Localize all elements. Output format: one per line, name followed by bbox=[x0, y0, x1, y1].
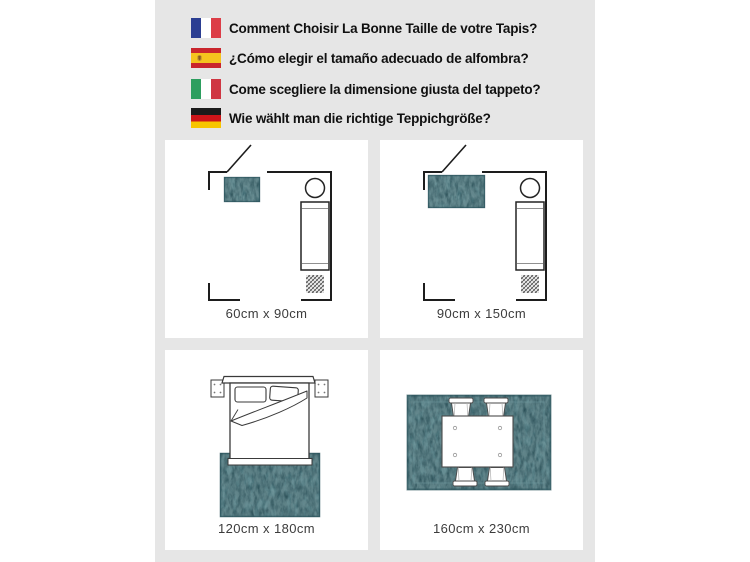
pillow-left bbox=[235, 387, 266, 402]
nightstand-right bbox=[315, 380, 328, 397]
rug-size-label: 60cm x 90cm bbox=[225, 306, 308, 321]
france-flag-icon bbox=[191, 18, 221, 38]
door-icon bbox=[227, 145, 251, 172]
germany-flag-icon bbox=[191, 108, 221, 128]
language-line-french bbox=[191, 18, 537, 38]
dining-table bbox=[442, 416, 513, 467]
door-icon bbox=[442, 145, 466, 172]
language-text: ¿Cómo elegir el tamaño adecuado de alfombra? bbox=[229, 50, 529, 66]
bed-diagram bbox=[165, 350, 368, 550]
card-rug-60x90 bbox=[165, 140, 368, 338]
language-text: Comment Choisir La Bonne Taille de votre Tapis? bbox=[229, 20, 538, 36]
language-line-german bbox=[191, 108, 491, 128]
language-text: Come scegliere la dimensione giusta del tappeto? bbox=[229, 81, 541, 97]
rug-size-label: 160cm x 230cm bbox=[433, 521, 530, 536]
italy-flag-icon bbox=[191, 79, 221, 99]
side-table-circle bbox=[306, 179, 325, 198]
bed-footboard bbox=[228, 459, 312, 466]
card-rug-90x150 bbox=[380, 140, 583, 338]
console-furniture bbox=[301, 202, 329, 270]
dining-diagram bbox=[380, 350, 583, 550]
language-line-italian bbox=[191, 79, 540, 99]
language-line-spanish bbox=[191, 48, 529, 68]
rug-top-view bbox=[224, 177, 260, 202]
card-rug-120x180 bbox=[165, 350, 368, 550]
card-rug-160x230 bbox=[380, 350, 583, 550]
spain-emblem bbox=[198, 56, 202, 61]
rug-size-label: 90cm x 150cm bbox=[436, 306, 527, 321]
language-text: Wie wählt man die richtige Teppichgröße? bbox=[229, 110, 491, 126]
bed-top-view bbox=[222, 377, 315, 466]
spain-flag-icon bbox=[191, 48, 221, 68]
side-table-circle bbox=[521, 179, 540, 198]
rug-top-view bbox=[428, 175, 485, 208]
rug-size-label: 120cm x 180cm bbox=[218, 521, 315, 536]
console-furniture bbox=[516, 202, 544, 270]
headboard bbox=[222, 377, 315, 384]
plant-icon bbox=[306, 275, 324, 293]
plant-icon bbox=[521, 275, 539, 293]
